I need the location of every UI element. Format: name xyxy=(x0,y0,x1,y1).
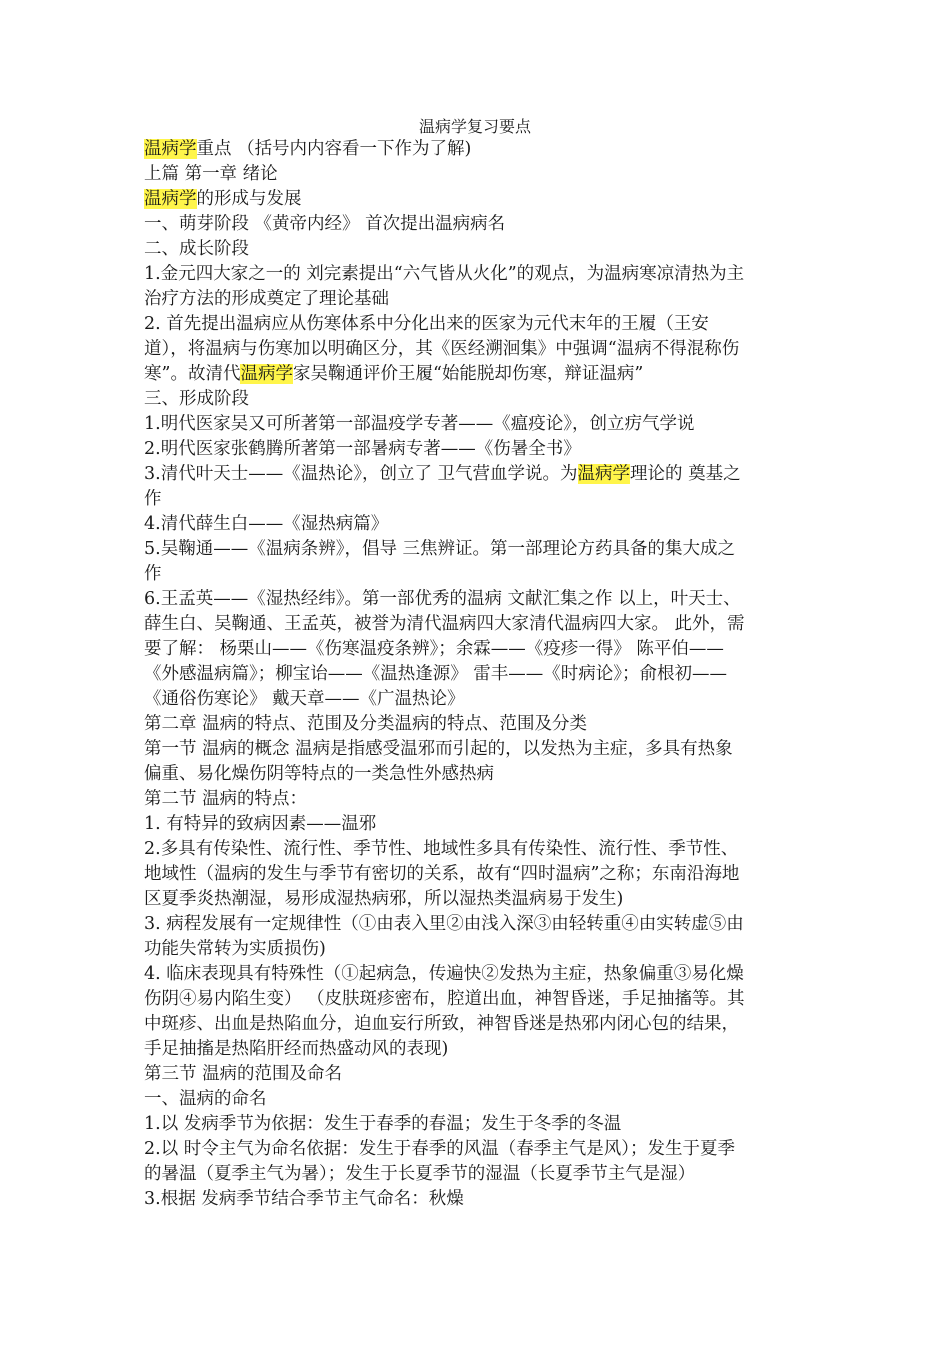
text-segment: 1.以 发病季节为依据：发生于春季的春温；发生于冬季的冬温 xyxy=(144,1114,622,1134)
text-segment: 《通俗伤寒论》 戴天章——《广温热论》 xyxy=(144,689,465,709)
text-segment: 手足抽搐是热陷肝经而热盛动风的表现) xyxy=(144,1039,449,1059)
text-line xyxy=(144,1037,814,1062)
text-segment: 地域性（温病的发生与季节有密切的关系，故有“四时温病”之称；东南沿海地 xyxy=(144,864,740,884)
text-line xyxy=(144,362,814,387)
text-line xyxy=(144,237,814,262)
text-segment: 3.根据 发病季节结合季节主气命名：秋燥 xyxy=(144,1189,464,1209)
text-segment: 2.多具有传染性、流行性、季节性、地域性多具有传染性、流行性、季节性、 xyxy=(144,839,739,859)
text-segment: 家吴鞠通评价王履“始能脱却伤寒，辩证温病” xyxy=(292,364,644,384)
text-segment: 区夏季炎热潮湿，易形成湿热病邪，所以湿热类温病易于发生) xyxy=(144,889,624,909)
text-segment: 治疗方法的形成奠定了理论基础 xyxy=(144,289,389,309)
text-segment: 1. 有特异的致病因素——温邪 xyxy=(144,814,377,834)
text-line xyxy=(144,137,814,162)
text-line xyxy=(144,262,814,287)
text-segment: 要了解： 杨栗山——《伤寒温疫条辨》；余霖——《疫疹一得》 陈平伯—— xyxy=(144,639,724,659)
document-body xyxy=(144,137,814,1212)
text-line xyxy=(144,712,814,737)
text-line xyxy=(144,162,814,187)
text-line xyxy=(144,737,814,762)
text-line xyxy=(144,787,814,812)
highlighted-term: 温病学 xyxy=(144,139,197,159)
text-line xyxy=(144,487,814,512)
text-segment: 作 xyxy=(144,564,162,584)
text-line xyxy=(144,462,814,487)
highlighted-term: 温病学 xyxy=(144,189,197,209)
text-line xyxy=(144,912,814,937)
text-line xyxy=(144,762,814,787)
text-segment: 《外感温病篇》；柳宝诒——《温热逢源》 雷丰——《时病论》；俞根初—— xyxy=(144,664,728,684)
text-segment: 重点 （括号内内容看一下作为了解) xyxy=(196,139,472,159)
text-line xyxy=(144,412,814,437)
text-segment: 1.明代医家吴又可所著第一部温疫学专著——《瘟疫论》，创立疠气学说 xyxy=(144,414,695,434)
text-segment: 一、萌芽阶段 《黄帝内经》 首次提出温病病名 xyxy=(144,214,506,234)
text-segment: 第三节 温病的范围及命名 xyxy=(144,1064,343,1084)
text-segment: 理论的 奠基之 xyxy=(630,464,741,484)
document-title: 温病学复习要点 xyxy=(418,117,531,136)
text-line xyxy=(144,512,814,537)
text-segment: 2.以 时令主气为命名依据：发生于春季的风温（春季主气是风）；发生于夏季 xyxy=(144,1139,736,1159)
text-line xyxy=(144,612,814,637)
text-line xyxy=(144,337,814,362)
text-segment: 1.金元四大家之一的 刘完素提出“六气皆从火化”的观点，为温病寒凉清热为主 xyxy=(144,264,745,284)
highlighted-term: 温病学 xyxy=(240,364,293,384)
text-line xyxy=(144,662,814,687)
text-line xyxy=(144,1187,814,1212)
text-segment: 6.王孟英——《湿热经纬》。第一部优秀的温病 文献汇集之作 以上，叶天士、 xyxy=(144,589,741,609)
text-segment: 二、成长阶段 xyxy=(144,239,249,259)
text-segment: 功能失常转为实质损伤) xyxy=(144,939,326,959)
text-line xyxy=(144,1062,814,1087)
highlighted-term: 温病学 xyxy=(577,464,631,484)
text-segment: 作 xyxy=(144,489,162,509)
text-line xyxy=(144,812,814,837)
text-segment: 寒”。故清代 xyxy=(144,364,241,384)
text-line xyxy=(144,1087,814,1112)
text-line xyxy=(144,1012,814,1037)
text-line xyxy=(144,987,814,1012)
text-segment: 薛生白、吴鞠通、王孟英，被誉为清代温病四大家清代温病四大家。 此外，需 xyxy=(144,614,745,634)
text-line xyxy=(144,1137,814,1162)
text-segment: 5.吴鞠通——《温病条辨》，倡导 三焦辨证。第一部理论方药具备的集大成之 xyxy=(144,539,736,559)
text-line xyxy=(144,287,814,312)
text-segment: 一、温病的命名 xyxy=(144,1089,267,1109)
text-line xyxy=(144,562,814,587)
text-segment: 4. 临床表现具有特殊性（①起病急，传遍快②发热为主症，热象偏重③易化燥 xyxy=(144,964,744,984)
text-line xyxy=(144,887,814,912)
text-segment: 3.清代叶天士——《温热论》，创立了 卫气营血学说。为 xyxy=(144,464,578,484)
text-segment: 伤阴④易内陷生变） （皮肤斑疹密布，腔道出血，神智昏迷，手足抽搐等。其 xyxy=(144,989,745,1009)
text-segment: 2.明代医家张鹤腾所著第一部暑病专著——《伤暑全书》 xyxy=(144,439,581,459)
text-line xyxy=(144,687,814,712)
text-segment: 三、形成阶段 xyxy=(144,389,249,409)
text-line xyxy=(144,1112,814,1137)
text-segment: 上篇 第一章 绪论 xyxy=(144,164,278,184)
text-line xyxy=(144,837,814,862)
text-line xyxy=(144,187,814,212)
text-line xyxy=(144,537,814,562)
text-segment: 道），将温病与伤寒加以明确区分，其《医经溯洄集》中强调“温病不得混称伤 xyxy=(144,339,740,359)
text-segment: 第二章 温病的特点、范围及分类温病的特点、范围及分类 xyxy=(144,714,588,734)
text-line xyxy=(144,312,814,337)
text-segment: 2. 首先提出温病应从伤寒体系中分化出来的医家为元代末年的王履（王安 xyxy=(144,314,709,334)
text-line xyxy=(144,1162,814,1187)
text-line xyxy=(144,387,814,412)
text-segment: 的暑温（夏季主气为暑）；发生于长夏季节的湿温（长夏季节主气是湿） xyxy=(144,1164,696,1184)
text-segment: 中斑疹、出血是热陷血分，迫血妄行所致，神智昏迷是热邪内闭心包的结果， xyxy=(144,1014,739,1034)
text-line xyxy=(144,637,814,662)
text-segment: 3. 病程发展有一定规律性（①由表入里②由浅入深③由轻转重④由实转虚⑤由 xyxy=(144,914,744,934)
text-segment: 4.清代薛生白——《湿热病篇》 xyxy=(144,514,389,534)
text-segment: 的形成与发展 xyxy=(196,189,302,209)
text-segment: 第一节 温病的概念 温病是指感受温邪而引起的，以发热为主症，多具有热象 xyxy=(144,739,733,759)
text-segment: 偏重、易化燥伤阴等特点的一类急性外感热病 xyxy=(144,764,494,784)
text-line xyxy=(144,437,814,462)
text-line xyxy=(144,587,814,612)
text-line xyxy=(144,937,814,962)
text-line xyxy=(144,962,814,987)
text-line xyxy=(144,212,814,237)
text-segment: 第二节 温病的特点： xyxy=(144,789,308,809)
text-line xyxy=(144,862,814,887)
